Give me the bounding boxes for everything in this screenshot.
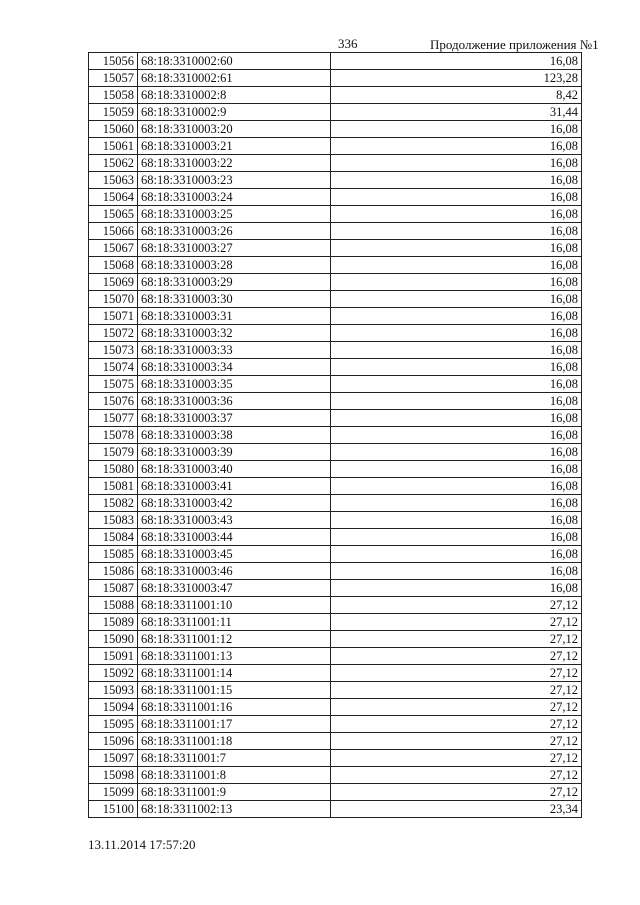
- row-number-cell: 15087: [89, 580, 138, 597]
- area-value-cell: 16,08: [331, 495, 582, 512]
- cadastral-number-cell: 68:18:3311001:10: [138, 597, 331, 614]
- area-value-cell: 16,08: [331, 223, 582, 240]
- cadastral-number-cell: 68:18:3310003:31: [138, 308, 331, 325]
- area-value-cell: 123,28: [331, 70, 582, 87]
- area-value-cell: 27,12: [331, 665, 582, 682]
- table-row: [89, 87, 582, 104]
- header-note: Продолжение приложения №1: [430, 37, 599, 52]
- row-number-cell: 15076: [89, 393, 138, 410]
- table-row: [89, 461, 582, 478]
- cadastral-number-cell: 68:18:3310003:35: [138, 376, 331, 393]
- table-row: [89, 308, 582, 325]
- row-number-cell: 15062: [89, 155, 138, 172]
- cadastral-number-cell: 68:18:3311001:8: [138, 767, 331, 784]
- cadastral-number-cell: 68:18:3311001:17: [138, 716, 331, 733]
- row-number-cell: 15071: [89, 308, 138, 325]
- table-row: [89, 682, 582, 699]
- row-number-cell: 15069: [89, 274, 138, 291]
- row-number-cell: 15072: [89, 325, 138, 342]
- area-value-cell: 16,08: [331, 359, 582, 376]
- row-number-cell: 15056: [89, 53, 138, 70]
- cadastral-number-cell: 68:18:3311001:15: [138, 682, 331, 699]
- area-value-cell: 16,08: [331, 478, 582, 495]
- area-value-cell: 8,42: [331, 87, 582, 104]
- area-value-cell: 16,08: [331, 427, 582, 444]
- cadastral-number-cell: 68:18:3310003:29: [138, 274, 331, 291]
- table-row: [89, 359, 582, 376]
- area-value-cell: 16,08: [331, 529, 582, 546]
- cadastral-number-cell: 68:18:3310003:44: [138, 529, 331, 546]
- cadastral-number-cell: 68:18:3310002:9: [138, 104, 331, 121]
- area-value-cell: 27,12: [331, 648, 582, 665]
- row-number-cell: 15078: [89, 427, 138, 444]
- area-value-cell: 16,08: [331, 155, 582, 172]
- table-row: [89, 342, 582, 359]
- table-row: [89, 393, 582, 410]
- table-row: [89, 631, 582, 648]
- table-row: [89, 410, 582, 427]
- row-number-cell: 15079: [89, 444, 138, 461]
- row-number-cell: 15093: [89, 682, 138, 699]
- row-number-cell: 15084: [89, 529, 138, 546]
- cadastral-number-cell: 68:18:3310003:26: [138, 223, 331, 240]
- page-number: 336: [338, 36, 358, 51]
- cadastral-number-cell: 68:18:3310003:39: [138, 444, 331, 461]
- area-value-cell: 16,08: [331, 257, 582, 274]
- row-number-cell: 15057: [89, 70, 138, 87]
- cadastral-number-cell: 68:18:3310003:25: [138, 206, 331, 223]
- area-value-cell: 16,08: [331, 563, 582, 580]
- area-value-cell: 16,08: [331, 325, 582, 342]
- table-row: [89, 444, 582, 461]
- cadastral-number-cell: 68:18:3310002:8: [138, 87, 331, 104]
- row-number-cell: 15066: [89, 223, 138, 240]
- row-number-cell: 15092: [89, 665, 138, 682]
- row-number-cell: 15059: [89, 104, 138, 121]
- table-row: [89, 325, 582, 342]
- area-value-cell: 16,08: [331, 189, 582, 206]
- row-number-cell: 15058: [89, 87, 138, 104]
- area-value-cell: 16,08: [331, 274, 582, 291]
- area-value-cell: 27,12: [331, 614, 582, 631]
- table-row: [89, 138, 582, 155]
- cadastral-number-cell: 68:18:3310003:27: [138, 240, 331, 257]
- area-value-cell: 16,08: [331, 138, 582, 155]
- row-number-cell: 15063: [89, 172, 138, 189]
- row-number-cell: 15082: [89, 495, 138, 512]
- table-row: [89, 699, 582, 716]
- table-row: [89, 495, 582, 512]
- area-value-cell: 16,08: [331, 121, 582, 138]
- table-row: [89, 53, 582, 70]
- table-row: [89, 172, 582, 189]
- area-value-cell: 27,12: [331, 767, 582, 784]
- table-row: [89, 512, 582, 529]
- row-number-cell: 15067: [89, 240, 138, 257]
- cadastral-number-cell: 68:18:3310003:22: [138, 155, 331, 172]
- row-number-cell: 15075: [89, 376, 138, 393]
- cadastral-number-cell: 68:18:3310003:41: [138, 478, 331, 495]
- table-row: [89, 104, 582, 121]
- cadastral-number-cell: 68:18:3310003:40: [138, 461, 331, 478]
- table-row: [89, 580, 582, 597]
- area-value-cell: 27,12: [331, 631, 582, 648]
- cadastral-number-cell: 68:18:3310003:36: [138, 393, 331, 410]
- cadastral-number-cell: 68:18:3311001:12: [138, 631, 331, 648]
- table-row: [89, 189, 582, 206]
- row-number-cell: 15091: [89, 648, 138, 665]
- table-row: [89, 427, 582, 444]
- table-row: [89, 529, 582, 546]
- area-value-cell: 16,08: [331, 393, 582, 410]
- cadastral-number-cell: 68:18:3311001:9: [138, 784, 331, 801]
- row-number-cell: 15089: [89, 614, 138, 631]
- table-row: [89, 614, 582, 631]
- area-value-cell: 27,12: [331, 597, 582, 614]
- area-value-cell: 27,12: [331, 784, 582, 801]
- table-row: [89, 70, 582, 87]
- row-number-cell: 15065: [89, 206, 138, 223]
- table-row: [89, 155, 582, 172]
- row-number-cell: 15098: [89, 767, 138, 784]
- table-row: [89, 801, 582, 818]
- cadastral-number-cell: 68:18:3310003:47: [138, 580, 331, 597]
- area-value-cell: 16,08: [331, 308, 582, 325]
- row-number-cell: 15073: [89, 342, 138, 359]
- cadastral-number-cell: 68:18:3310003:46: [138, 563, 331, 580]
- table-row: [89, 274, 582, 291]
- row-number-cell: 15099: [89, 784, 138, 801]
- area-value-cell: 16,08: [331, 512, 582, 529]
- cadastral-number-cell: 68:18:3310003:21: [138, 138, 331, 155]
- row-number-cell: 15060: [89, 121, 138, 138]
- area-value-cell: 27,12: [331, 682, 582, 699]
- table-row: [89, 291, 582, 308]
- area-value-cell: 16,08: [331, 376, 582, 393]
- area-value-cell: 16,08: [331, 206, 582, 223]
- register-table: [88, 52, 582, 818]
- area-value-cell: 16,08: [331, 342, 582, 359]
- area-value-cell: 16,08: [331, 546, 582, 563]
- table-row: [89, 716, 582, 733]
- table-row: [89, 121, 582, 138]
- cadastral-number-cell: 68:18:3310003:33: [138, 342, 331, 359]
- row-number-cell: 15096: [89, 733, 138, 750]
- table-row: [89, 750, 582, 767]
- row-number-cell: 15085: [89, 546, 138, 563]
- cadastral-number-cell: 68:18:3310003:45: [138, 546, 331, 563]
- table-body: [89, 53, 582, 818]
- table-row: [89, 665, 582, 682]
- cadastral-number-cell: 68:18:3310003:23: [138, 172, 331, 189]
- area-value-cell: 16,08: [331, 291, 582, 308]
- area-value-cell: 16,08: [331, 410, 582, 427]
- table-row: [89, 376, 582, 393]
- cadastral-number-cell: 68:18:3310003:43: [138, 512, 331, 529]
- table-row: [89, 648, 582, 665]
- row-number-cell: 15068: [89, 257, 138, 274]
- row-number-cell: 15094: [89, 699, 138, 716]
- area-value-cell: 16,08: [331, 172, 582, 189]
- cadastral-number-cell: 68:18:3310003:20: [138, 121, 331, 138]
- area-value-cell: 16,08: [331, 461, 582, 478]
- cadastral-number-cell: 68:18:3310003:32: [138, 325, 331, 342]
- cadastral-number-cell: 68:18:3310002:60: [138, 53, 331, 70]
- row-number-cell: 15083: [89, 512, 138, 529]
- row-number-cell: 15077: [89, 410, 138, 427]
- cadastral-number-cell: 68:18:3310003:37: [138, 410, 331, 427]
- cadastral-number-cell: 68:18:3310003:30: [138, 291, 331, 308]
- cadastral-number-cell: 68:18:3310003:34: [138, 359, 331, 376]
- table-row: [89, 546, 582, 563]
- row-number-cell: 15081: [89, 478, 138, 495]
- cadastral-number-cell: 68:18:3311001:18: [138, 733, 331, 750]
- area-value-cell: 27,12: [331, 733, 582, 750]
- area-value-cell: 27,12: [331, 750, 582, 767]
- table-row: [89, 784, 582, 801]
- area-value-cell: 16,08: [331, 53, 582, 70]
- area-value-cell: 16,08: [331, 444, 582, 461]
- cadastral-number-cell: 68:18:3310003:38: [138, 427, 331, 444]
- area-value-cell: 16,08: [331, 240, 582, 257]
- table-row: [89, 597, 582, 614]
- row-number-cell: 15100: [89, 801, 138, 818]
- table-row: [89, 257, 582, 274]
- area-value-cell: 27,12: [331, 699, 582, 716]
- cadastral-number-cell: 68:18:3311001:7: [138, 750, 331, 767]
- table-row: [89, 478, 582, 495]
- table-row: [89, 240, 582, 257]
- cadastral-number-cell: 68:18:3311002:13: [138, 801, 331, 818]
- cadastral-number-cell: 68:18:3311001:14: [138, 665, 331, 682]
- cadastral-number-cell: 68:18:3310003:24: [138, 189, 331, 206]
- row-number-cell: 15070: [89, 291, 138, 308]
- table-row: [89, 767, 582, 784]
- area-value-cell: 31,44: [331, 104, 582, 121]
- row-number-cell: 15088: [89, 597, 138, 614]
- cadastral-number-cell: 68:18:3310003:28: [138, 257, 331, 274]
- cadastral-number-cell: 68:18:3311001:13: [138, 648, 331, 665]
- cadastral-number-cell: 68:18:3311001:11: [138, 614, 331, 631]
- row-number-cell: 15086: [89, 563, 138, 580]
- row-number-cell: 15061: [89, 138, 138, 155]
- table-row: [89, 733, 582, 750]
- area-value-cell: 27,12: [331, 716, 582, 733]
- table-row: [89, 563, 582, 580]
- row-number-cell: 15080: [89, 461, 138, 478]
- area-value-cell: 16,08: [331, 580, 582, 597]
- area-value-cell: 23,34: [331, 801, 582, 818]
- row-number-cell: 15074: [89, 359, 138, 376]
- table-row: [89, 223, 582, 240]
- table-row: [89, 206, 582, 223]
- row-number-cell: 15097: [89, 750, 138, 767]
- row-number-cell: 15090: [89, 631, 138, 648]
- row-number-cell: 15095: [89, 716, 138, 733]
- cadastral-number-cell: 68:18:3310002:61: [138, 70, 331, 87]
- footer-timestamp: 13.11.2014 17:57:20: [88, 837, 196, 852]
- cadastral-number-cell: 68:18:3310003:42: [138, 495, 331, 512]
- row-number-cell: 15064: [89, 189, 138, 206]
- cadastral-number-cell: 68:18:3311001:16: [138, 699, 331, 716]
